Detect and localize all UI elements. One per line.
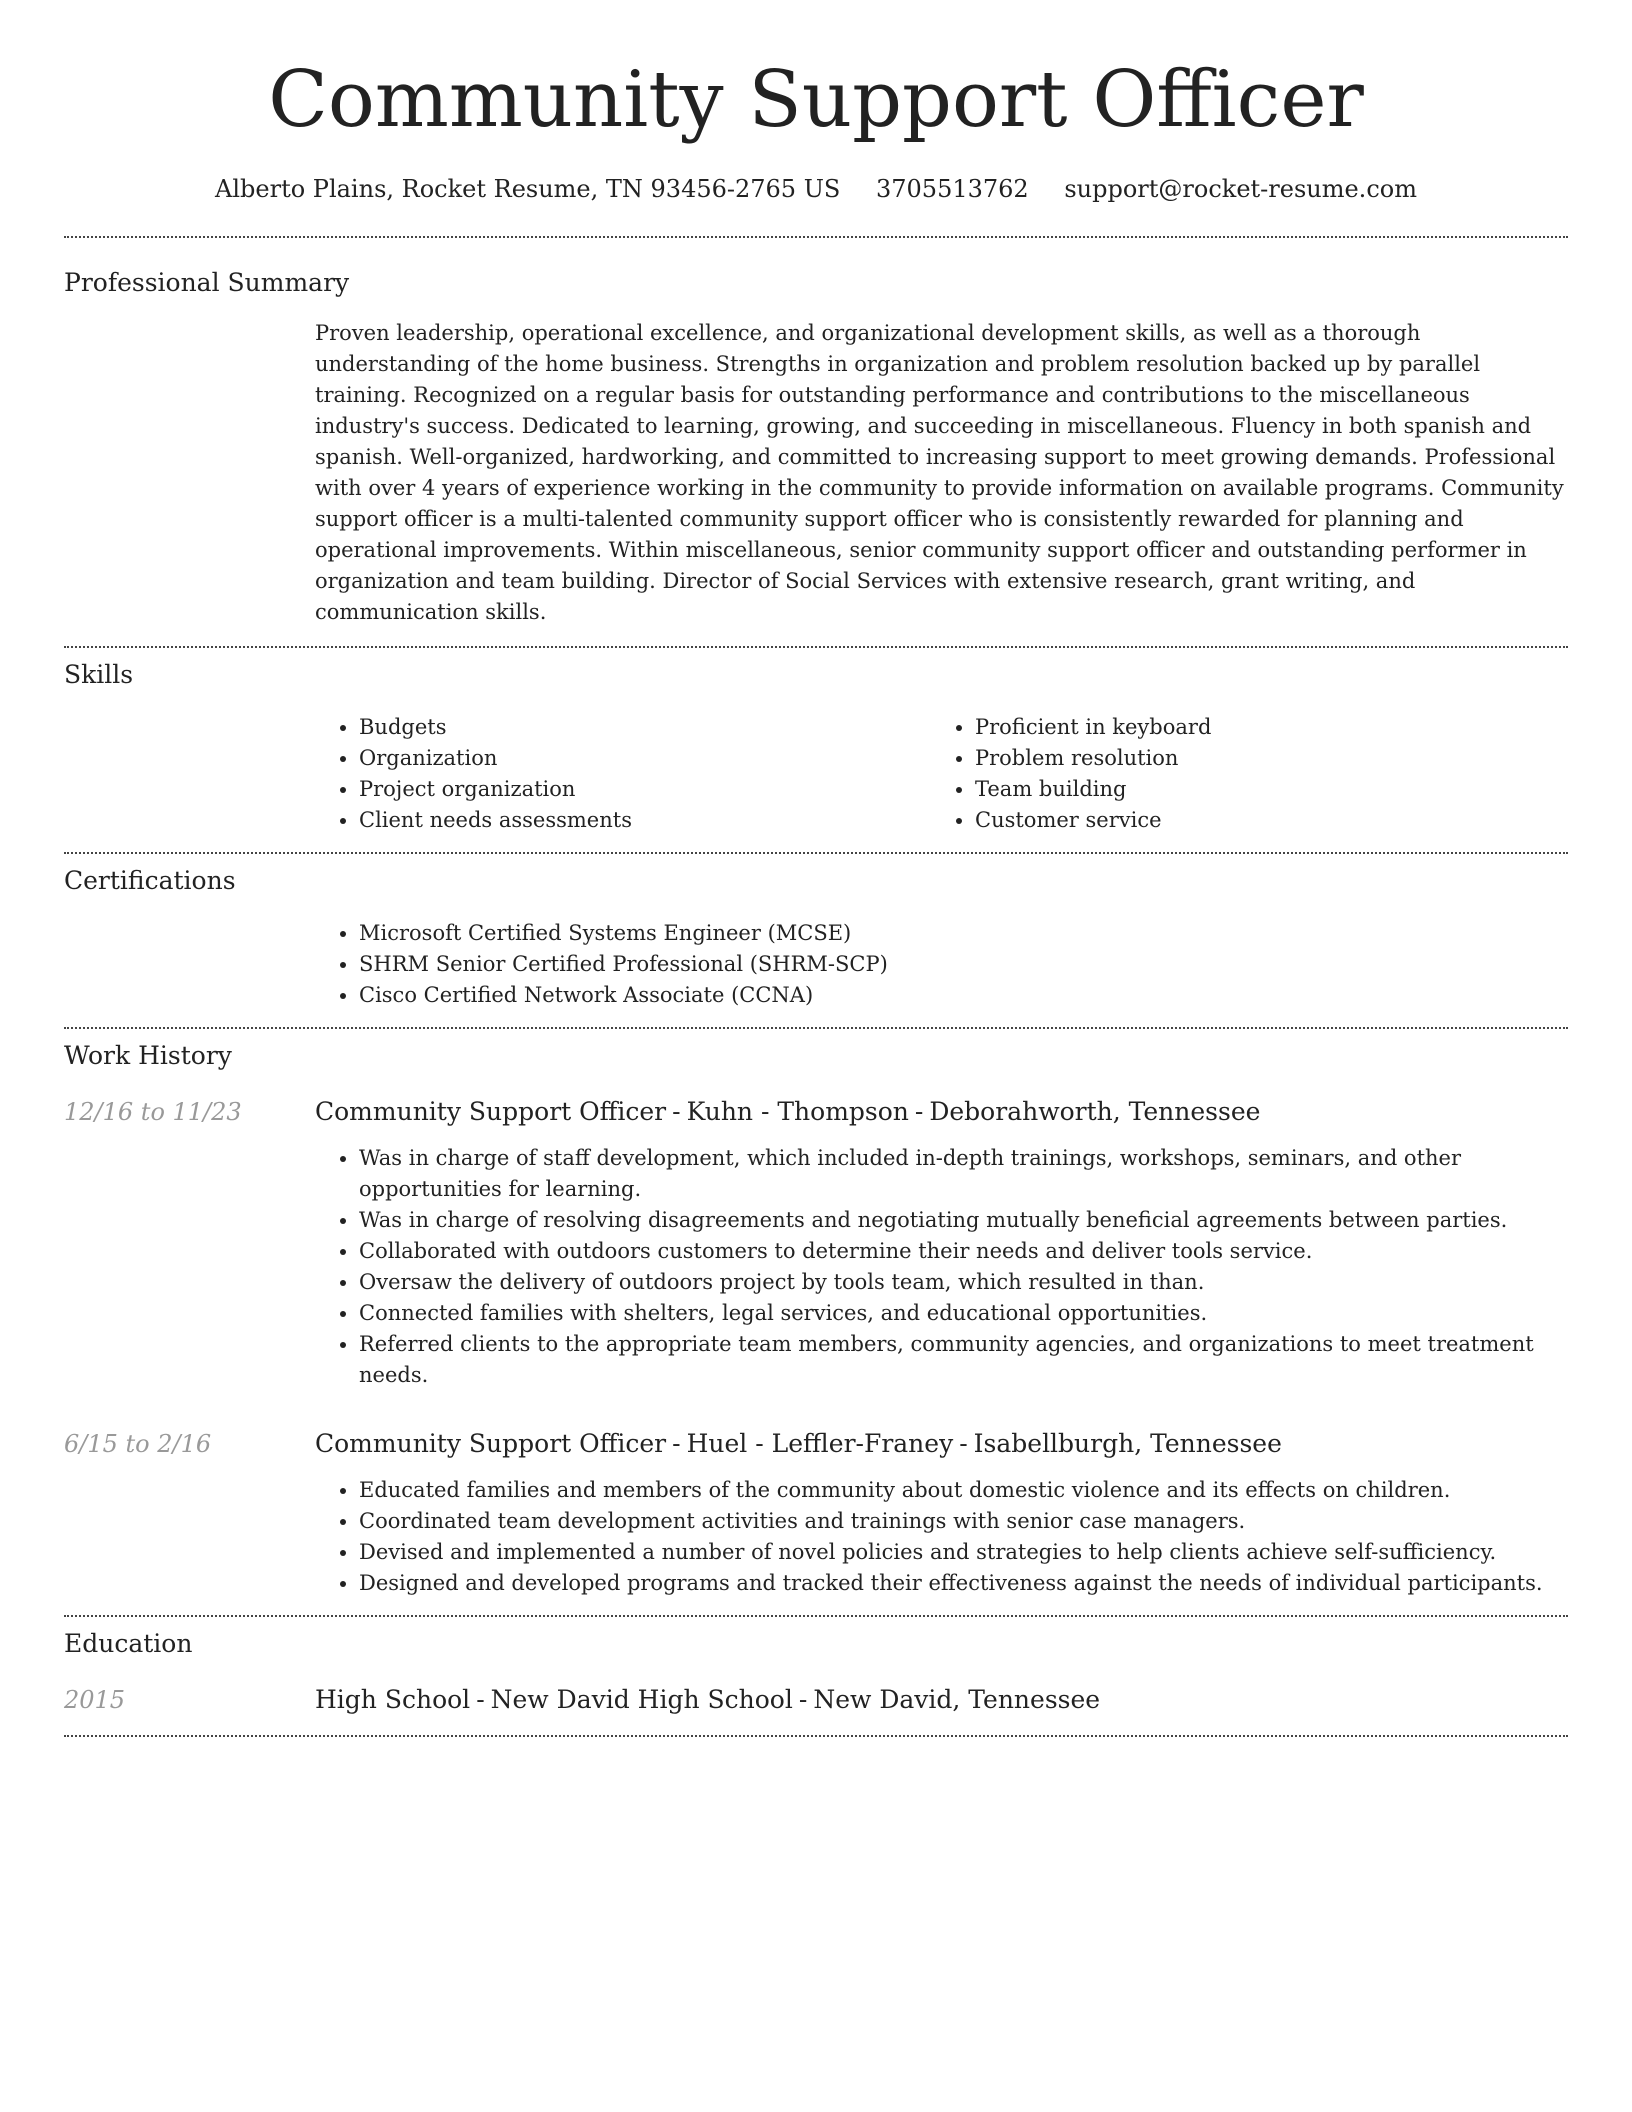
job-bullet: • Coordinated team development activities and trainings with senior case managers. — [359, 1506, 1568, 1537]
section-title-summary: Professional Summary — [64, 268, 350, 297]
skill-item: • Budgets — [359, 712, 931, 743]
work-history-section — [64, 1029, 1568, 1615]
job-bullet: • Educated families and members of the community about domestic violence and its effects on children. — [359, 1475, 1568, 1506]
skills-list-right — [931, 712, 1547, 836]
skill-item: • Problem resolution — [975, 743, 1547, 774]
summary-text: Proven leadership, operational excellence, and organizational development skills, as well as a thorough understanding of the home business. Strengths in organization and problem resolution backed up by parallel training. Recognized on a regular basis for outstanding performance and contributions to the miscellaneous industry's success. Dedicated to learning, growing, and succeeding in miscellaneous. Fluency in both spanish and spanish. Well-organized, hardworking, and committed to increasing support to meet growing demands. Professional with over 4 years of experience working in the community to provide information on available programs. Community support officer is a multi-talented community support officer who is consistently rewarded for planning and operational improvements. Within miscellaneous, senior community support officer and outstanding performer in organization and team building. Director of Social Services with extensive research, grant writing, and communication skills. — [315, 321, 1564, 624]
job-company: Kuhn - Thompson — [686, 1097, 909, 1126]
job-bullets — [315, 1475, 1568, 1599]
education-heading — [315, 1683, 1568, 1717]
job-role: Community Support Officer — [315, 1097, 667, 1126]
section-title-certifications: Certifications — [64, 866, 236, 895]
contact-line — [64, 172, 1568, 206]
contact-phone: 3705513762 — [876, 175, 1029, 203]
job-entry — [64, 1427, 1568, 1615]
separator: - — [476, 1685, 485, 1714]
job-bullets — [315, 1143, 1568, 1391]
certifications-list — [315, 918, 1568, 1011]
certification-item: • Microsoft Certified Systems Engineer (MCSE) — [359, 918, 1568, 949]
skills-list-left — [315, 712, 931, 836]
job-bullet: • Referred clients to the appropriate team members, community agencies, and organizations to meet treatment needs. — [359, 1329, 1568, 1391]
separator: - — [798, 1685, 808, 1714]
section-title-skills: Skills — [64, 660, 134, 689]
skill-item: • Proficient in keyboard — [975, 712, 1547, 743]
job-role: Community Support Officer — [315, 1429, 667, 1458]
education-degree: High School — [315, 1685, 471, 1714]
skill-item: • Organization — [359, 743, 931, 774]
separator: - — [914, 1097, 924, 1126]
job-bullet: • Oversaw the delivery of outdoors project by tools team, which resulted in than. — [359, 1267, 1568, 1298]
section-title-work-history: Work History — [64, 1041, 232, 1070]
section-title-education: Education — [64, 1629, 193, 1658]
contact-address: Alberto Plains, Rocket Resume, TN 93456-2765 US — [215, 175, 841, 203]
education-location: New David, Tennessee — [813, 1685, 1101, 1714]
job-bullet: • Was in charge of resolving disagreements and negotiating mutually beneficial agreements between parties. — [359, 1205, 1568, 1236]
resume-page — [64, 0, 1568, 1737]
job-bullet: • Was in charge of staff development, which included in-depth trainings, workshops, seminars, and other opportunities for learning. — [359, 1143, 1568, 1205]
certification-item: • SHRM Senior Certified Professional (SHRM-SCP) — [359, 949, 1568, 980]
skill-item: • Client needs assessments — [359, 805, 931, 836]
separator: - — [672, 1097, 681, 1126]
job-date: 12/16 to 11/23 — [64, 1098, 242, 1126]
education-school: New David High School — [490, 1685, 793, 1714]
education-date: 2015 — [64, 1686, 126, 1714]
contact-email: support@rocket-resume.com — [1064, 175, 1417, 203]
job-date: 6/15 to 2/16 — [64, 1430, 212, 1458]
job-location: Isabellburgh, Tennessee — [973, 1429, 1282, 1458]
job-bullet: • Connected families with shelters, legal services, and educational opportunities. — [359, 1298, 1568, 1329]
job-company: Huel - Leffler-Franey — [686, 1429, 954, 1458]
summary-section — [64, 238, 1568, 646]
certifications-section — [64, 854, 1568, 1027]
skill-item: • Team building — [975, 774, 1547, 805]
education-entry — [64, 1683, 1568, 1735]
job-location: Deborahworth, Tennessee — [929, 1097, 1261, 1126]
separator: - — [959, 1429, 968, 1458]
skill-item: • Project organization — [359, 774, 931, 805]
job-bullet: • Devised and implemented a number of novel policies and strategies to help clients achieve self-sufficiency. — [359, 1537, 1568, 1568]
education-section — [64, 1617, 1568, 1735]
job-bullet: • Designed and developed programs and tracked their effectiveness against the needs of individual participants. — [359, 1568, 1568, 1599]
separator: - — [672, 1429, 681, 1458]
skill-item: • Customer service — [975, 805, 1547, 836]
resume-title: Community Support Officer — [268, 55, 1364, 145]
job-heading — [315, 1427, 1568, 1461]
skills-section — [64, 648, 1568, 852]
divider — [64, 1735, 1568, 1737]
certification-item: • Cisco Certified Network Associate (CCNA) — [359, 980, 1568, 1011]
job-bullet: • Collaborated with outdoors customers to determine their needs and deliver tools service. — [359, 1236, 1568, 1267]
job-heading — [315, 1095, 1568, 1129]
job-entry — [64, 1095, 1568, 1391]
